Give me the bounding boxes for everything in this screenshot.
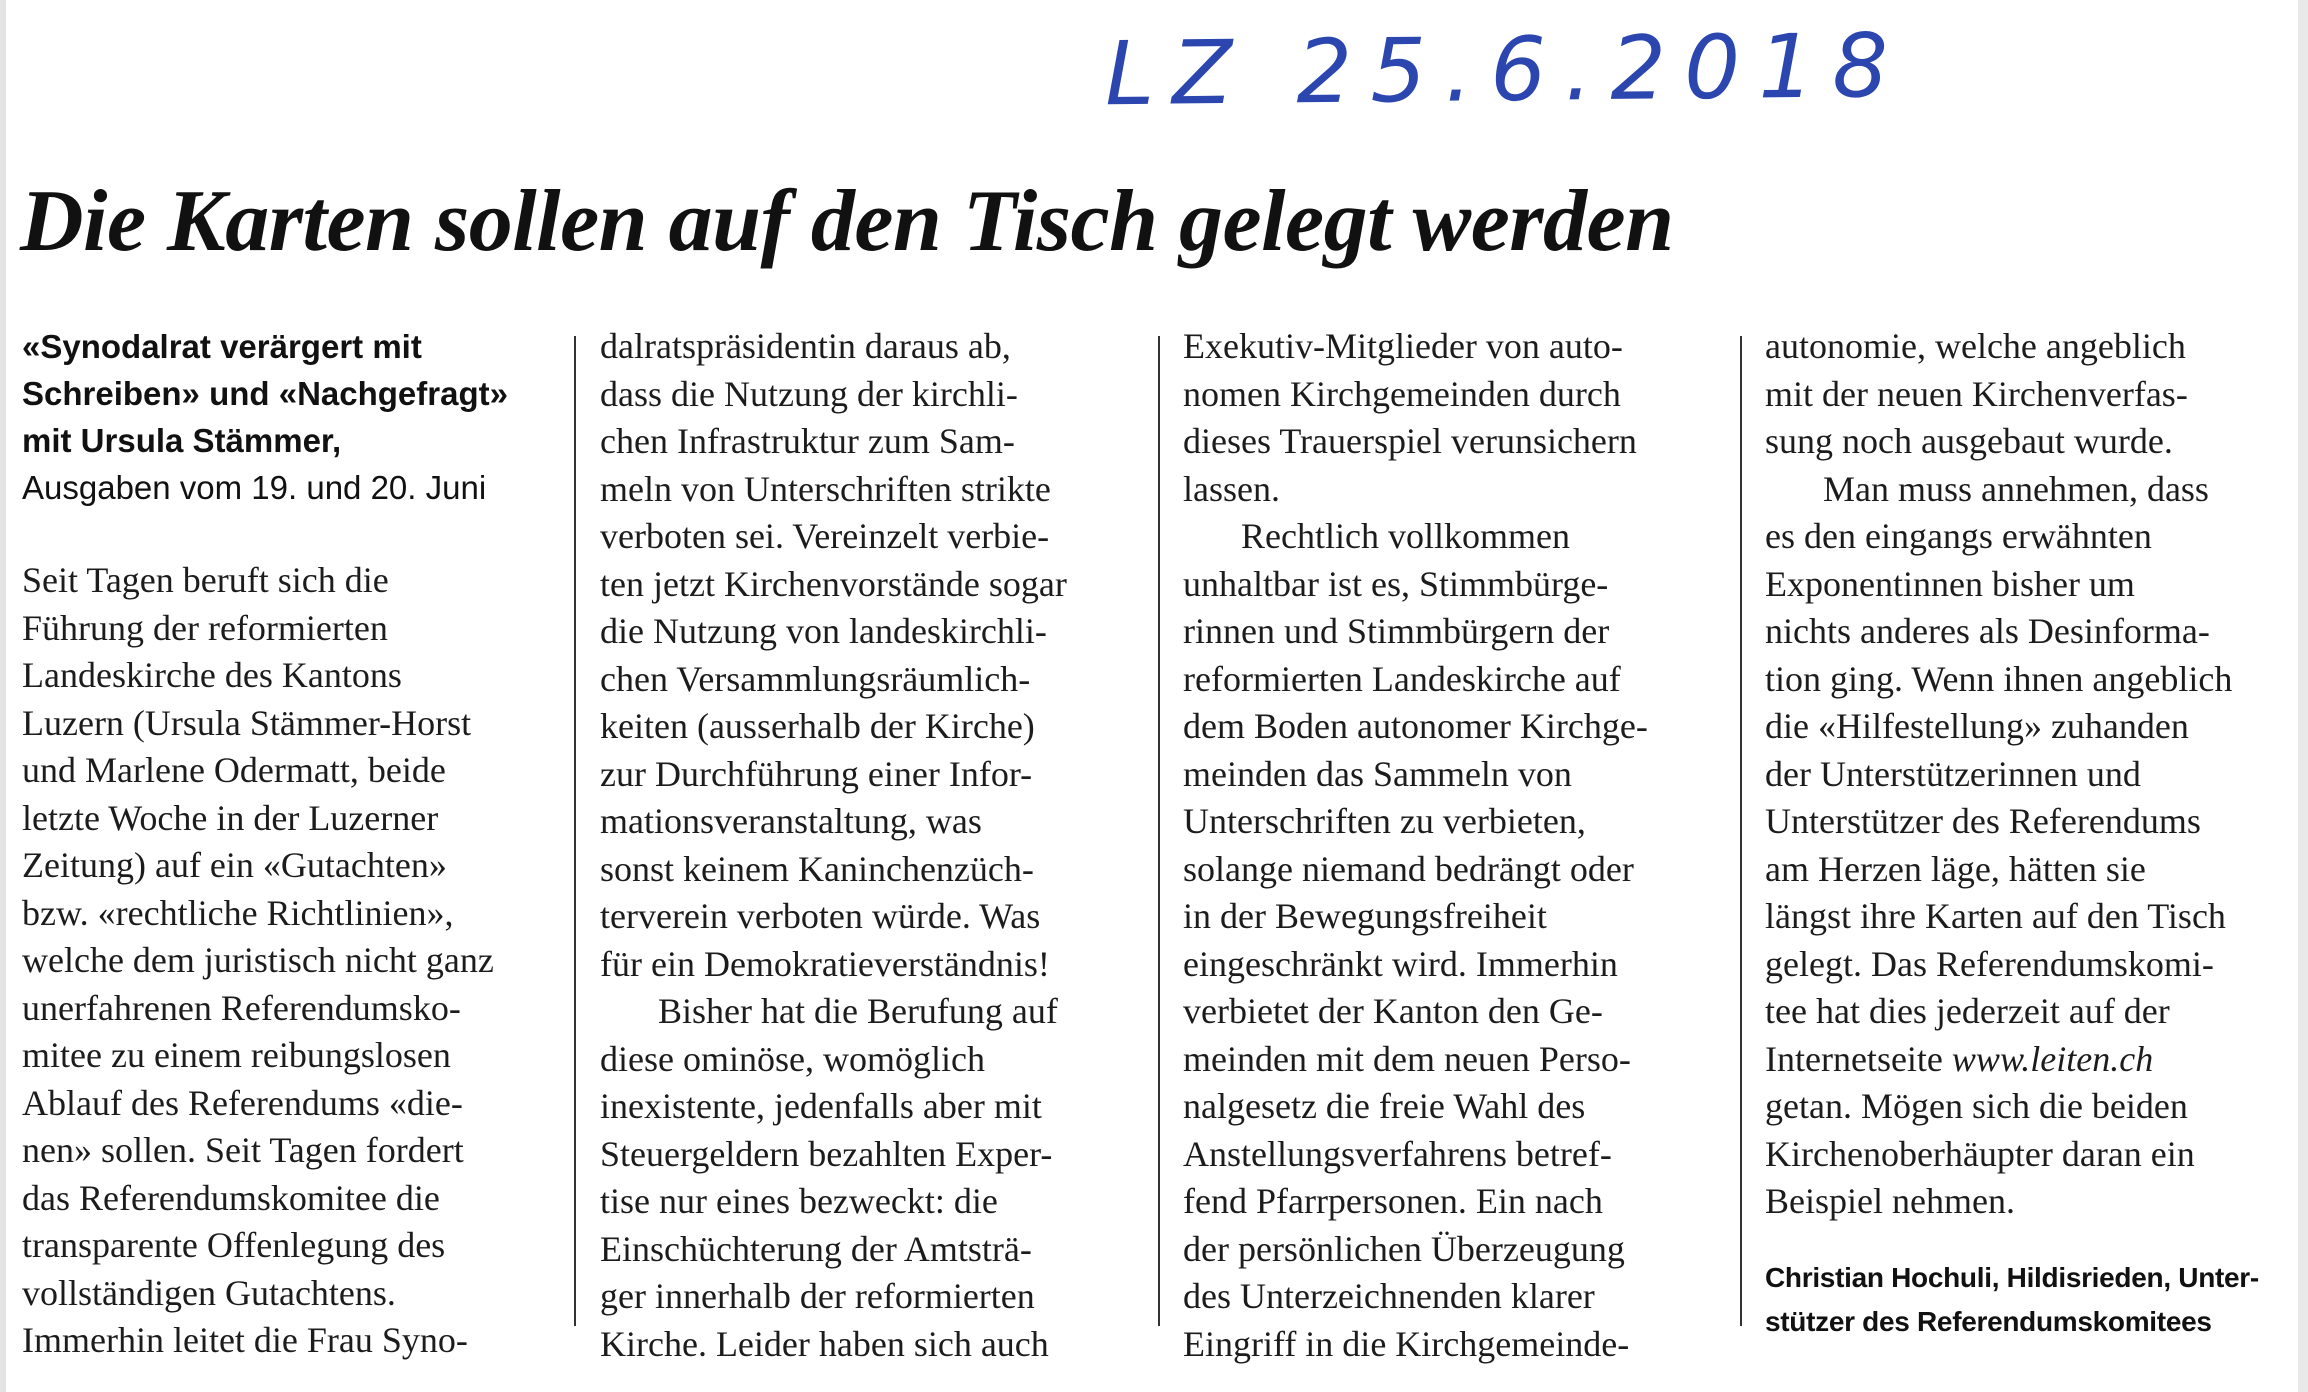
text-line: Exponentinnen bisher um <box>1765 563 2135 604</box>
column-4 <box>1765 323 2308 1344</box>
text-line: dass die Nutzung der kirchli- <box>600 373 1018 414</box>
text-line: tion ging. Wenn ihnen angeblich <box>1765 658 2233 699</box>
text-line: chen Infrastruktur zum Sam- <box>600 421 1015 461</box>
text-line: längst ihre Karten auf den Tisch <box>1765 896 2226 936</box>
text-line: Immerhin leitet die Frau Syno- <box>22 1320 468 1360</box>
text-line <box>1765 1036 2308 1084</box>
column-3 <box>1183 323 1733 1368</box>
signature-line: stützer des Referendumskomitees <box>1765 1305 2212 1337</box>
text-line: Unterschriften zu verbieten, <box>1183 801 1586 841</box>
handwritten-date-note: LZ 25.6.2018 <box>1104 13 1907 126</box>
text-line: Unterstützer des Referendums <box>1765 801 2201 841</box>
text-line: meinden mit dem neuen Perso- <box>1183 1038 1631 1079</box>
text-line: dalratspräsidentin daraus ab, <box>600 326 1011 366</box>
text-line: nomen Kirchgemeinden durch <box>1183 373 1621 414</box>
paragraph <box>600 988 1150 1368</box>
text-line: Seit Tagen beruft sich die <box>22 560 389 600</box>
text-line: der Unterstützerinnen und <box>1765 753 2141 794</box>
reference-line: Ausgaben vom 19. und 20. Juni <box>22 469 487 506</box>
text-line: die Nutzung von landeskirchli- <box>600 611 1047 651</box>
text-line: solange niemand bedrängt oder <box>1183 848 1634 889</box>
text-line: verboten sei. Vereinzelt verbie- <box>600 516 1050 556</box>
text-line: Zeitung) auf ein «Gutachten» <box>22 845 447 885</box>
text-line: ten jetzt Kirchenvorstände sogar <box>600 563 1067 604</box>
signature-line: Christian Hochuli, Hildisrieden, Unter- <box>1765 1261 2259 1293</box>
text-line: Ablauf des Referendums «die- <box>22 1082 463 1123</box>
reference-line: «Synodalrat verärgert mit <box>22 328 422 365</box>
text-line: lassen. <box>1183 468 1280 509</box>
headline: Die Karten sollen auf den Tisch gelegt werden <box>20 173 1674 270</box>
text-line: mit der neuen Kirchenverfas- <box>1765 373 2188 414</box>
text-line: unhaltbar ist es, Stimmbürge- <box>1183 563 1609 604</box>
text-line: Man muss annehmen, dass <box>1823 468 2209 509</box>
text-line: nichts anderes als Desinforma- <box>1765 611 2210 651</box>
text-line: unerfahrenen Referendumsko- <box>22 987 461 1028</box>
paragraph <box>22 557 572 1365</box>
text-line: der persönlichen Überzeugung <box>1183 1228 1625 1269</box>
text-line: tise nur eines bezweckt: die <box>600 1181 998 1221</box>
text-line: Kirchenoberhäupter daran ein <box>1765 1133 2195 1174</box>
text-line: sonst keinem Kaninchenzüch- <box>600 848 1034 889</box>
text-line: nalgesetz die freie Wahl des <box>1183 1086 1586 1126</box>
text-line: dem Boden autonomer Kirchge- <box>1183 706 1648 746</box>
text-line: Beispiel nehmen. <box>1765 1181 2015 1221</box>
text-line: Landeskirche des Kantons <box>22 655 402 695</box>
text-line: meinden das Sammeln von <box>1183 753 1572 794</box>
text-fragment: Internetseite <box>1765 1038 1943 1079</box>
text-line: gelegt. Das Referendumskomi- <box>1765 943 2214 984</box>
text-line: welche dem juristisch nicht ganz <box>22 940 494 980</box>
text-line: Eingriff in die Kirchgemeinde- <box>1183 1323 1630 1364</box>
author-signature <box>1765 1256 2308 1344</box>
text-line: Exekutiv-Mitglieder von auto- <box>1183 326 1623 366</box>
text-line: fend Pfarrpersonen. Ein nach <box>1183 1181 1603 1221</box>
text-line: in der Bewegungsfreiheit <box>1183 896 1547 936</box>
text-line: meln von Unterschriften strikte <box>600 468 1051 509</box>
text-line: Bisher hat die Berufung auf <box>658 991 1058 1031</box>
text-line: getan. Mögen sich die beiden <box>1765 1086 2188 1126</box>
text-line: Kirche. Leider haben sich auch <box>600 1323 1049 1364</box>
reference-line: Schreiben» und «Nachgefragt» <box>22 375 508 412</box>
text-line: transparente Offenlegung des <box>22 1225 446 1265</box>
text-line: autonomie, welche angeblich <box>1765 326 2186 366</box>
text-line: vollständigen Gutachtens. <box>22 1272 396 1313</box>
text-line: des Unterzeichnenden klarer <box>1183 1276 1595 1316</box>
text-line: mitee zu einem reibungslosen <box>22 1035 451 1075</box>
text-line: Anstellungsverfahrens betref- <box>1183 1133 1612 1174</box>
scan-edge-left <box>0 0 6 1392</box>
text-line: am Herzen läge, hätten sie <box>1765 848 2146 889</box>
text-line: terverein verboten würde. Was <box>600 896 1041 936</box>
column-1 <box>22 323 572 1365</box>
text-line: dieses Trauerspiel verunsichern <box>1183 421 1637 461</box>
website-url: www.leiten.ch <box>1951 1038 2154 1079</box>
text-line: rinnen und Stimmbürgern der <box>1183 611 1610 651</box>
text-line: mationsveranstaltung, was <box>600 801 982 841</box>
text-line: die «Hilfestellung» zuhanden <box>1765 706 2189 746</box>
paragraph <box>1765 466 2308 1226</box>
column-divider-1 <box>574 336 576 1326</box>
text-line: tee hat dies jederzeit auf der <box>1765 991 2170 1031</box>
text-line: verbietet der Kanton den Ge- <box>1183 991 1603 1031</box>
text-line: das Referendumskomitee die <box>22 1177 440 1218</box>
paragraph <box>600 323 1150 988</box>
text-line: nen» sollen. Seit Tagen fordert <box>22 1130 464 1170</box>
text-line: chen Versammlungsräumlich- <box>600 658 1031 699</box>
text-line: bzw. «rechtliche Richtlinien», <box>22 892 454 933</box>
column-divider-2 <box>1158 336 1160 1326</box>
column-2 <box>600 323 1150 1368</box>
text-line: eingeschränkt wird. Immerhin <box>1183 943 1618 984</box>
reference-line: mit Ursula Stämmer, <box>22 422 342 459</box>
paragraph <box>1183 513 1733 1368</box>
text-line: Luzern (Ursula Stämmer-Horst <box>22 702 472 743</box>
text-line: reformierten Landeskirche auf <box>1183 658 1621 699</box>
paragraph <box>1765 323 2308 466</box>
article-reference <box>22 323 572 511</box>
text-line: zur Durchführung einer Infor- <box>600 753 1033 794</box>
text-line: Führung der reformierten <box>22 607 388 648</box>
text-line: diese ominöse, womöglich <box>600 1038 985 1079</box>
text-line: keiten (ausserhalb der Kirche) <box>600 706 1035 746</box>
column-divider-3 <box>1740 336 1742 1326</box>
text-line: inexistente, jedenfalls aber mit <box>600 1086 1042 1126</box>
text-line: sung noch ausgebaut wurde. <box>1765 421 2173 461</box>
text-line: Rechtlich vollkommen <box>1241 516 1570 556</box>
paragraph <box>1183 323 1733 513</box>
text-line: Einschüchterung der Amtsträ- <box>600 1228 1032 1269</box>
text-line: es den eingangs erwähnten <box>1765 516 2152 556</box>
text-line: und Marlene Odermatt, beide <box>22 750 446 790</box>
text-line: ger innerhalb der reformierten <box>600 1276 1035 1316</box>
text-line: für ein Demokratieverständnis! <box>600 943 1050 984</box>
text-line: Steuergeldern bezahlten Exper- <box>600 1133 1053 1174</box>
text-line: letzte Woche in der Luzerner <box>22 797 439 838</box>
